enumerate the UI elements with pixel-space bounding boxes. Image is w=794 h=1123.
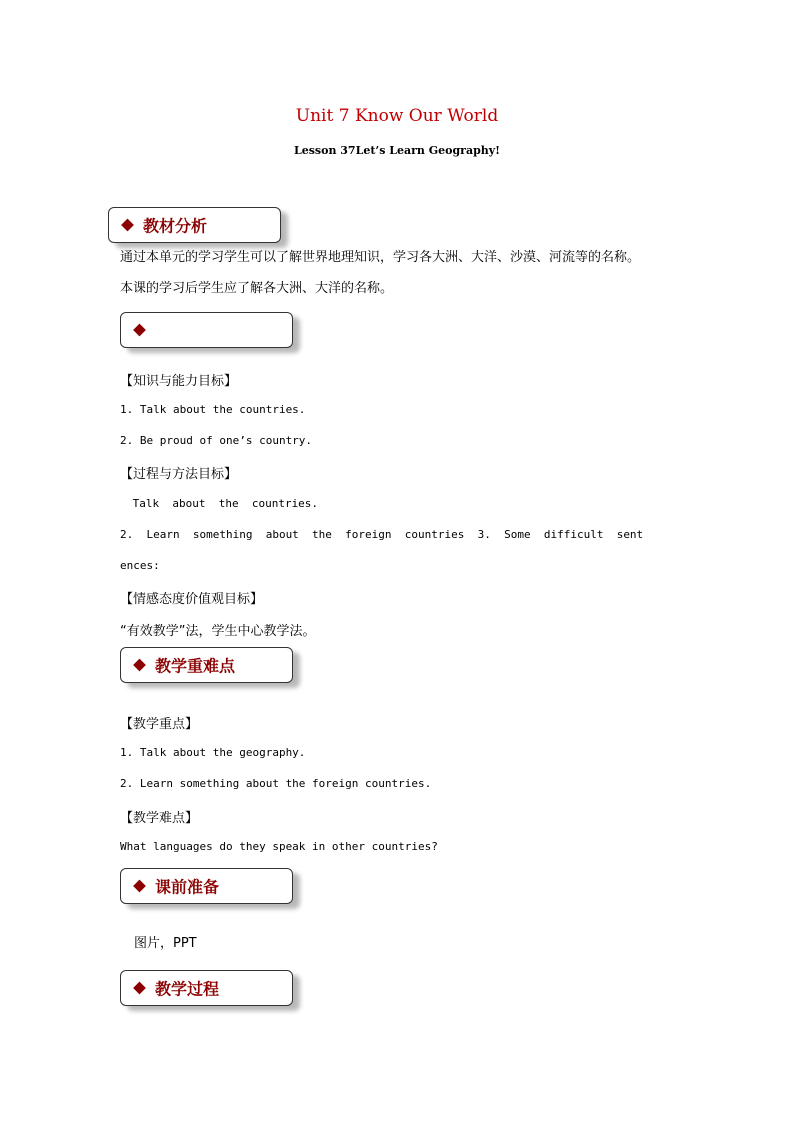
focus-heading: 【教学重点】 <box>120 717 199 732</box>
focus-item: 2. Learn something about the foreign countries. <box>120 777 432 790</box>
process-goal-item: 2. Learn something about the foreign countries 3. Some difficult sent <box>120 528 644 541</box>
process-goal-item: ences: <box>120 559 160 572</box>
focus-item: 1. Talk about the geography. <box>120 746 306 759</box>
section-header-preparation <box>120 868 293 904</box>
analysis-text-line: 通过本单元的学习学生可以了解世界地理知识，学习各大洲、大洋、沙漠、河流等的名称。 <box>120 250 641 265</box>
diamond-bullet-icon <box>121 219 134 232</box>
emotion-goal-item: “有效教学”法，学生中心教学法。 <box>120 624 316 639</box>
difficult-heading: 【教学难点】 <box>120 811 199 826</box>
emotion-goals-heading: 【情感态度价值观目标】 <box>120 592 264 607</box>
diamond-bullet-icon <box>133 324 146 337</box>
section-label: 课前准备 <box>155 877 220 897</box>
difficult-item: What languages do they speak in other countries? <box>120 840 438 853</box>
section-label: 教材分析 <box>143 216 208 236</box>
section-header-analysis <box>108 207 281 243</box>
document-title: Unit 7 Know Our World <box>295 106 499 126</box>
section-header-keypoints <box>120 647 293 683</box>
preparation-content: 图片，PPT <box>134 936 197 951</box>
process-goals-heading: 【过程与方法目标】 <box>120 467 238 482</box>
knowledge-goal-item: 2. Be proud of one’s country. <box>120 434 313 447</box>
section-label: 教学重难点 <box>155 656 236 676</box>
section-header-objectives <box>120 312 293 348</box>
diamond-bullet-icon <box>133 880 146 893</box>
knowledge-goals-heading: 【知识与能力目标】 <box>120 374 238 389</box>
section-label: 教学过程 <box>155 979 220 999</box>
lesson-subtitle: Lesson 37Let’s Learn Geography! <box>294 144 500 157</box>
process-goal-item: Talk about the countries. <box>126 497 319 510</box>
knowledge-goal-item: 1. Talk about the countries. <box>120 403 306 416</box>
diamond-bullet-icon <box>133 982 146 995</box>
diamond-bullet-icon <box>133 659 146 672</box>
analysis-text-line: 本课的学习后学生应了解各大洲、大洋的名称。 <box>120 281 394 296</box>
section-header-process <box>120 970 293 1006</box>
